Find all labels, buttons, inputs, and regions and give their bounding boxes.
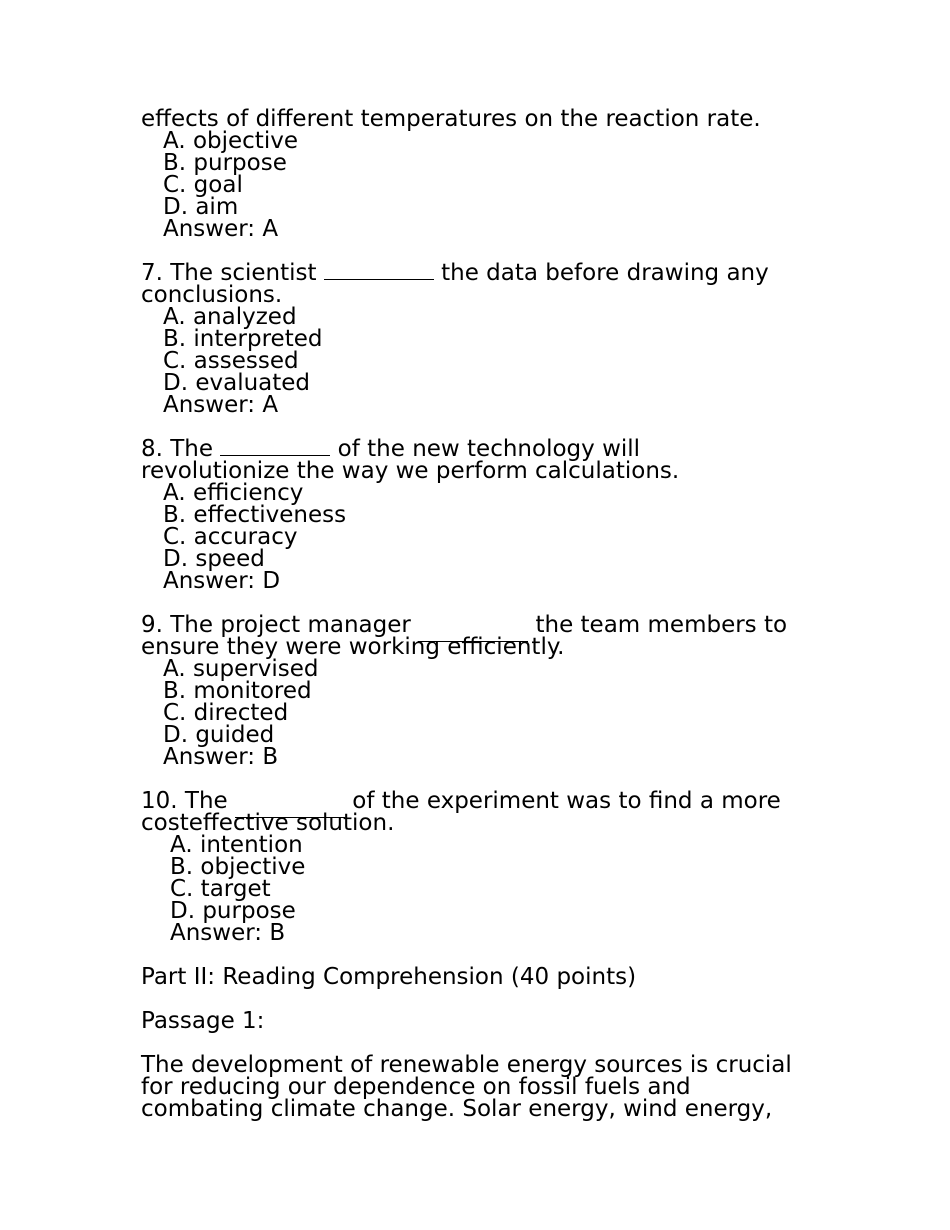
fill-in-blank — [418, 627, 528, 642]
answer: Answer: D — [163, 568, 281, 594]
fill-in-blank — [235, 803, 345, 818]
question-9 — [141, 614, 841, 768]
question-6 — [141, 108, 841, 240]
question-stem-continued: ensure they were working efficiently. — [141, 634, 565, 660]
option-b: B. monitored — [163, 678, 312, 704]
passage-line: for reducing our dependence on fossil fuels and — [141, 1074, 691, 1100]
answer: Answer: A — [163, 216, 279, 242]
passage-label: Passage 1: — [141, 1008, 265, 1034]
option-c: C. directed — [163, 700, 289, 726]
question-8 — [141, 438, 841, 592]
option-b: B. interpreted — [163, 326, 323, 352]
question-stem: 7. The scientist the data before drawing any — [141, 260, 769, 286]
option-a: A. intention — [170, 832, 303, 858]
option-a: A. supervised — [163, 656, 319, 682]
document-page — [141, 108, 841, 1120]
option-d: D. aim — [163, 194, 239, 220]
question-stem: 8. The of the new technology will — [141, 436, 641, 462]
answer: Answer: A — [163, 392, 279, 418]
option-c: C. target — [170, 876, 271, 902]
option-c: C. assessed — [163, 348, 299, 374]
option-c: C. goal — [163, 172, 243, 198]
fill-in-blank — [220, 441, 330, 456]
option-d: D. purpose — [170, 898, 296, 924]
question-stem-continued: revolutionize the way we perform calculations. — [141, 458, 680, 484]
option-c: C. accuracy — [163, 524, 298, 550]
option-b: B. effectiveness — [163, 502, 347, 528]
option-a: A. efficiency — [163, 480, 304, 506]
option-d: D. evaluated — [163, 370, 311, 396]
question-7 — [141, 262, 841, 416]
fill-in-blank — [324, 265, 434, 280]
question-stem-continued: costeffective solution. — [141, 810, 395, 836]
passage-text — [141, 1054, 841, 1120]
option-d: D. speed — [163, 546, 265, 572]
question-stem: 10. The of the experiment was to find a more — [141, 790, 841, 812]
option-a: A. objective — [163, 128, 298, 154]
answer: Answer: B — [163, 744, 279, 770]
question-10 — [141, 790, 841, 944]
option-d: D. guided — [163, 722, 275, 748]
question-stem: 9. The project manager the team members to — [141, 614, 841, 636]
question-stem-continued: conclusions. — [141, 282, 283, 308]
section-heading: Part II: Reading Comprehension (40 points) — [141, 964, 637, 990]
option-b: B. purpose — [163, 150, 287, 176]
answer: Answer: B — [170, 920, 286, 946]
option-a: A. analyzed — [163, 304, 297, 330]
option-b: B. objective — [170, 854, 306, 880]
question-stem: effects of different temperatures on the reaction rate. — [141, 106, 761, 132]
passage-line: The development of renewable energy sources is crucial — [141, 1052, 792, 1078]
passage-line: combating climate change. Solar energy, wind energy, — [141, 1096, 773, 1122]
